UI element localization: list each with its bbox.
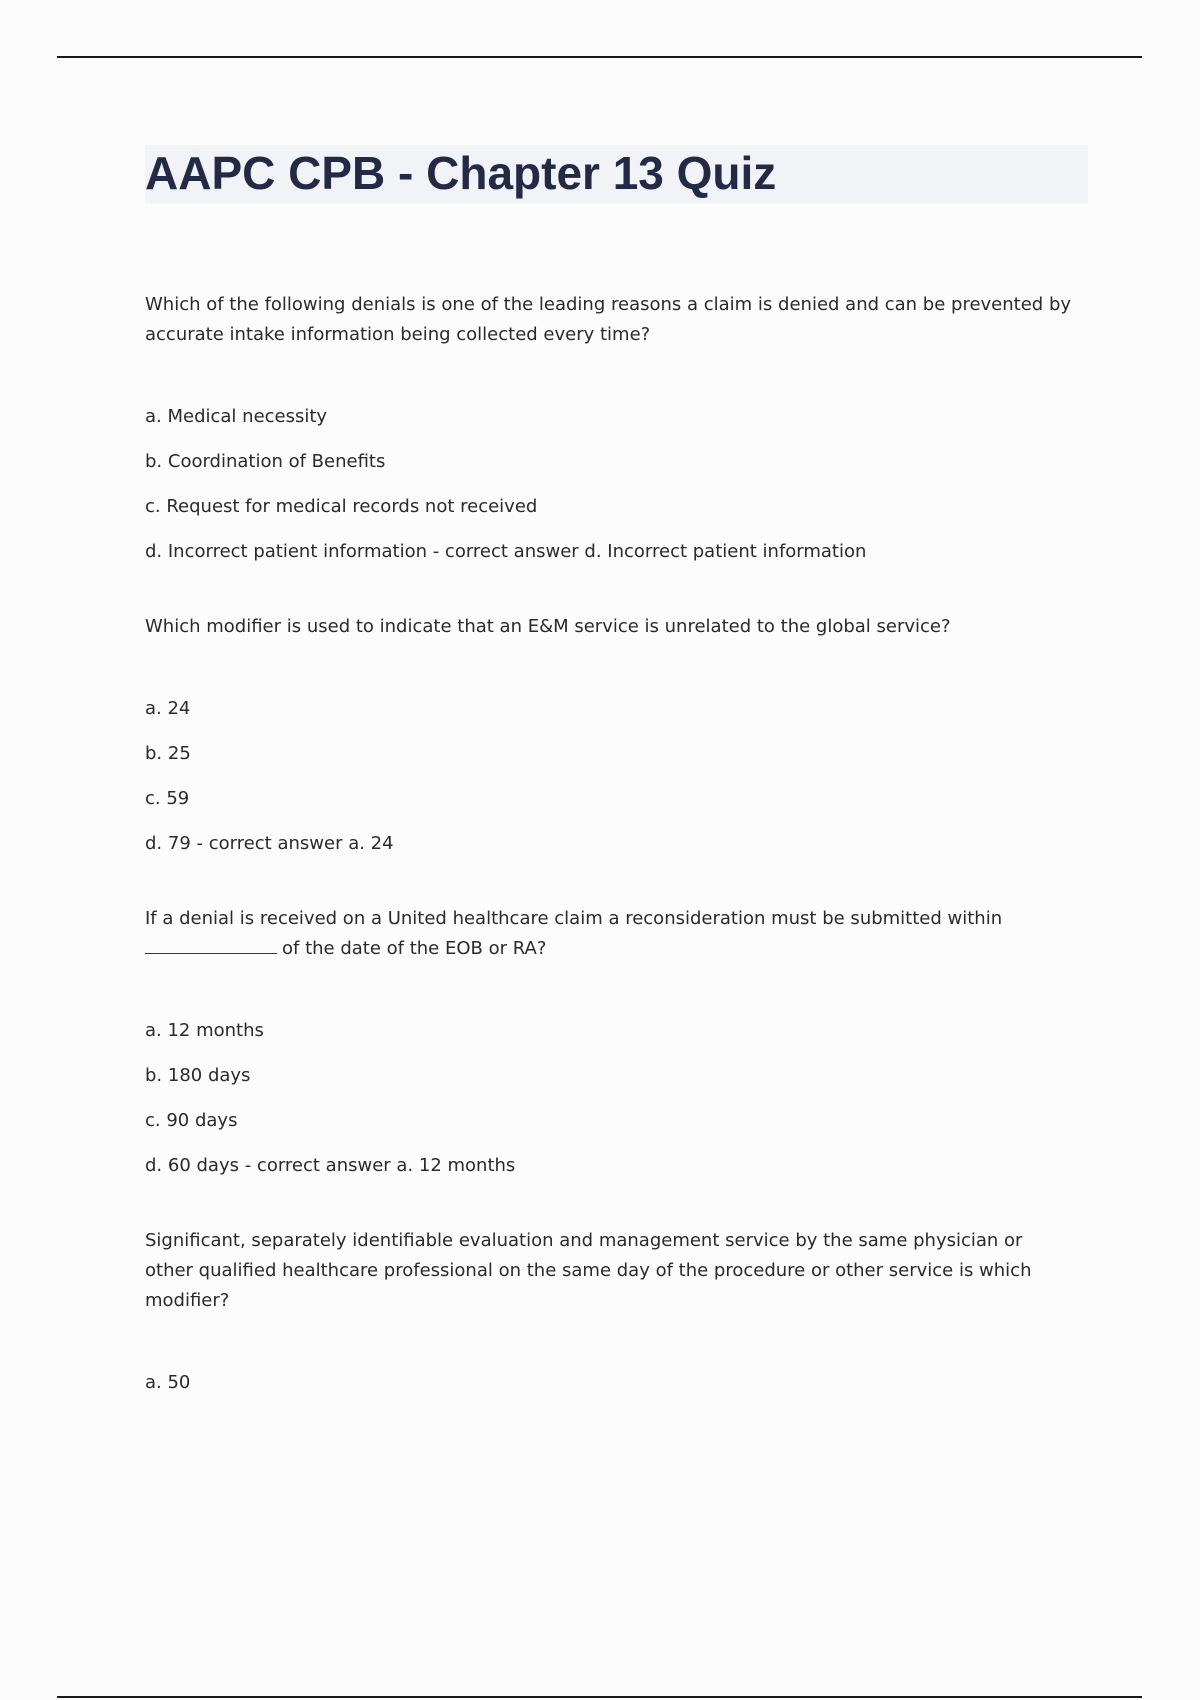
answer-option: d. Incorrect patient information - correct answer d. Incorrect patient information xyxy=(145,541,867,562)
fill-in-blank xyxy=(145,937,277,954)
answer-options xyxy=(145,402,1075,582)
question-3 xyxy=(145,904,1075,1196)
answer-options xyxy=(145,694,1075,874)
answer-option: c. Request for medical records not received xyxy=(145,496,538,517)
answer-option: a. 24 xyxy=(145,698,191,719)
question-text xyxy=(145,904,1075,964)
bottom-rule xyxy=(57,1696,1142,1698)
question-4 xyxy=(145,1226,1075,1413)
question-text: Which of the following denials is one of the leading reasons a claim is denied and can be prevented by accurate intake information being collected every time? xyxy=(145,294,1072,345)
question-1 xyxy=(145,290,1075,582)
answer-option: a. 50 xyxy=(145,1372,191,1393)
answer-option: c. 59 xyxy=(145,788,190,809)
answer-option: a. 12 months xyxy=(145,1020,264,1041)
answer-options xyxy=(145,1368,1075,1413)
answer-option: a. Medical necessity xyxy=(145,406,328,427)
answer-option: b. 25 xyxy=(145,743,191,764)
document-title: AAPC CPB - Chapter 13 Quiz xyxy=(145,147,777,199)
answer-options xyxy=(145,1016,1075,1196)
question-text-after-blank: of the date of the EOB or RA? xyxy=(282,938,547,959)
answer-option: d. 60 days - correct answer a. 12 months xyxy=(145,1155,516,1176)
answer-option: b. 180 days xyxy=(145,1065,251,1086)
question-text-before-blank: If a denial is received on a United healthcare claim a reconsideration must be submitted within xyxy=(145,908,1003,929)
question-text: Which modifier is used to indicate that an E&M service is unrelated to the global service? xyxy=(145,616,951,637)
answer-option: b. Coordination of Benefits xyxy=(145,451,386,472)
top-rule xyxy=(57,56,1142,58)
quiz-content xyxy=(145,290,1075,1443)
question-2 xyxy=(145,612,1075,874)
answer-option: c. 90 days xyxy=(145,1110,238,1131)
question-text: Significant, separately identifiable evaluation and management service by the same physician or other qualified healthcare professional on the same day of the procedure or other service is which modifier? xyxy=(145,1230,1032,1311)
answer-option: d. 79 - correct answer a. 24 xyxy=(145,833,394,854)
